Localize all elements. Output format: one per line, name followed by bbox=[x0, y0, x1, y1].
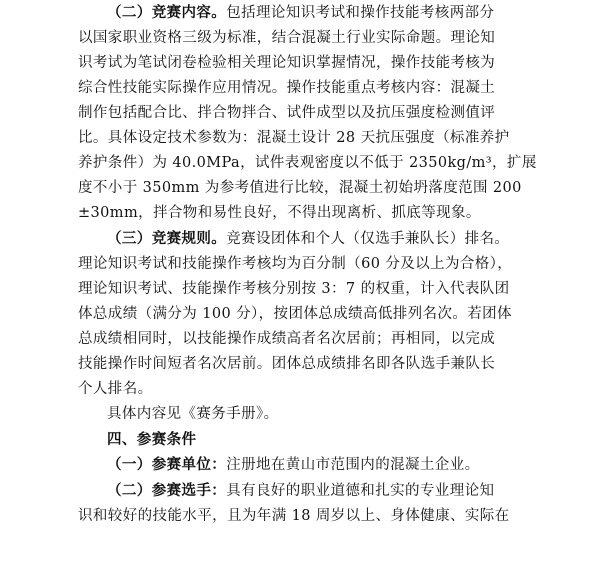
paragraph-line bbox=[78, 478, 530, 504]
section-participating-player bbox=[78, 478, 530, 529]
section-label: （二）参赛选手： bbox=[107, 482, 227, 499]
section-label: （一）参赛单位： bbox=[107, 456, 227, 473]
section-competition-rules bbox=[78, 226, 530, 402]
section-participating-unit bbox=[78, 452, 530, 478]
paragraph-text: 包括理论知识考试和操作技能考核两部分 bbox=[226, 5, 495, 21]
paragraph-text: 具有良好的职业道德和扎实的专业理论知 bbox=[226, 483, 495, 499]
paragraph-line: 总成绩相同时，以技能操作成绩高者名次居前；再相同，以完成 bbox=[78, 331, 496, 347]
paragraph-text: 注册地在黄山市范围内的混凝土企业。 bbox=[226, 457, 480, 473]
section-heading-participation: 四、参赛条件 bbox=[107, 431, 197, 448]
paragraph-line: ±30mm，拌合物和易性良好，不得出现离析、抓底等现象。 bbox=[78, 205, 481, 221]
see-manual-note bbox=[78, 402, 530, 427]
section-competition-content bbox=[78, 0, 537, 226]
paragraph-line: 具体内容见《赛务手册》。 bbox=[107, 406, 279, 422]
paragraph-line: 以国家职业资格三级为标准，结合混凝土行业实际命题。理论知 bbox=[78, 30, 496, 46]
paragraph-line: 理论知识考试、技能操作考核分别按 3：7 的权重，计入代表队团 bbox=[78, 281, 510, 297]
document-page bbox=[78, 0, 537, 529]
paragraph-line bbox=[78, 226, 530, 252]
paragraph-line: 养护条件）为 40.0MPa，试件表观密度以不低于 2350kg/m³，扩展 bbox=[78, 155, 537, 171]
paragraph-line bbox=[78, 452, 530, 478]
paragraph-line: 制作包括配合比、拌合物拌合、试件成型以及抗压强度检测值评 bbox=[78, 105, 496, 121]
paragraph-line: 个人排名。 bbox=[78, 381, 153, 397]
paragraph-line: 理论知识考试和技能操作考核均为百分制（60 分及以上为合格）， bbox=[78, 256, 513, 272]
paragraph-line: 度不小于 350mm 为参考值进行比较，混凝土初始坍落度范围 200 bbox=[78, 180, 522, 196]
paragraph-line: 识和较好的技能水平，且为年满 18 周岁以上、身体健康、实际在 bbox=[78, 508, 510, 524]
section-label: （二）竞赛内容。 bbox=[107, 4, 227, 21]
paragraph-line: 比。具体设定技术参数为：混凝土设计 28 天抗压强度（标准养护 bbox=[78, 130, 510, 146]
paragraph-line bbox=[78, 0, 530, 26]
paragraph-line: 识考试为笔试闭卷检验相关理论知识掌握情况，操作技能考核为 bbox=[78, 55, 496, 71]
section-label: （三）竞赛规则。 bbox=[107, 230, 227, 247]
paragraph-line: 技能操作时间短者名次居前。团体总成绩排名即各队选手兼队长 bbox=[78, 356, 496, 372]
paragraph-line: 综合性技能实际操作应用情况。操作技能重点考核内容：混凝土 bbox=[78, 80, 496, 96]
paragraph-text: 竞赛设团体和个人（仅选手兼队长）排名。 bbox=[226, 231, 510, 247]
paragraph-line: 体总成绩（满分为 100 分），按团体总成绩高低排列名次。若团体 bbox=[78, 306, 512, 322]
